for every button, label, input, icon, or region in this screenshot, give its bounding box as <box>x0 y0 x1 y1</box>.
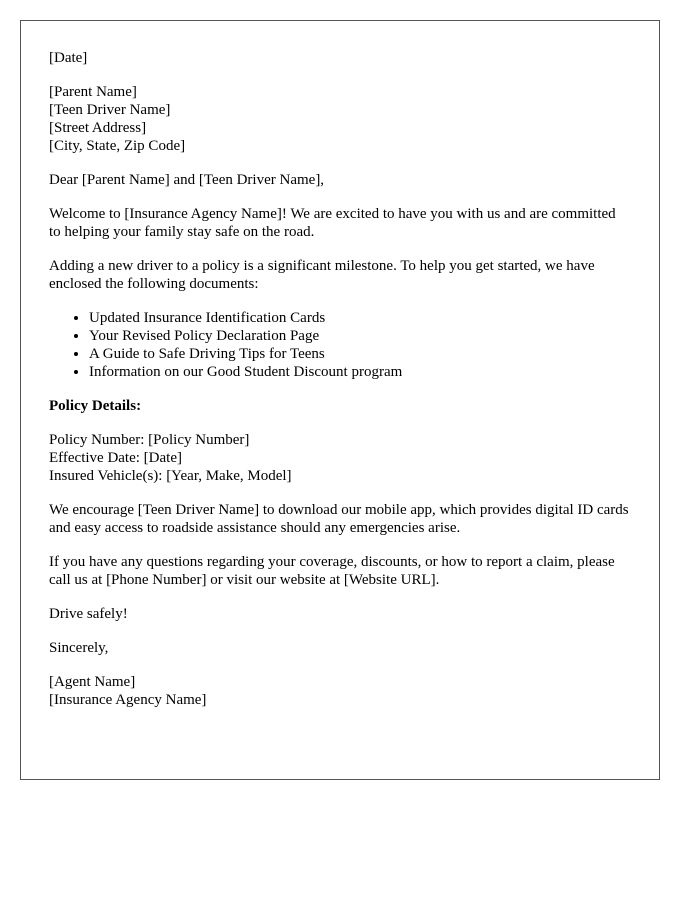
list-item: • Your Revised Policy Declaration Page <box>89 327 631 345</box>
paragraph-mobile-app: We encourage [Teen Driver Name] to download our mobile app, which provides digital ID cards and easy access to roadside assistance should any emergencies arise. <box>49 502 629 536</box>
paragraph-enclosed: Adding a new driver to a policy is a significant milestone. To help you get started, we have enclosed the following documents: <box>49 258 595 292</box>
closing: Sincerely, <box>49 640 109 656</box>
recipient-teen-driver-name: [Teen Driver Name] <box>49 102 171 118</box>
paragraph-questions: If you have any questions regarding your coverage, discounts, or how to report a claim, please call us at [Phone Number] or visit our website at [Website URL]. <box>49 554 615 588</box>
insured-vehicles: Insured Vehicle(s): [Year, Make, Model] <box>49 468 292 484</box>
letter-page <box>20 20 660 780</box>
policy-details <box>49 431 631 485</box>
signature-block <box>49 673 631 709</box>
agent-name: [Agent Name] <box>49 674 136 690</box>
salutation: Dear [Parent Name] and [Teen Driver Name], <box>49 172 325 188</box>
drive-safely: Drive safely! <box>49 606 128 622</box>
recipient-street-address: [Street Address] <box>49 120 147 136</box>
date-line: [Date] <box>49 50 88 66</box>
policy-details-heading: Policy Details: <box>49 398 142 414</box>
policy-number: Policy Number: [Policy Number] <box>49 432 250 448</box>
paragraph-welcome: Welcome to [Insurance Agency Name]! We are excited to have you with us and are committed to helping your family stay safe on the road. <box>49 206 616 240</box>
recipient-parent-name: [Parent Name] <box>49 84 137 100</box>
effective-date: Effective Date: [Date] <box>49 450 182 466</box>
recipient-city-state-zip: [City, State, Zip Code] <box>49 138 186 154</box>
list-item: • Information on our Good Student Discount program <box>89 363 631 381</box>
list-item: • A Guide to Safe Driving Tips for Teens <box>89 345 631 363</box>
documents-list <box>49 309 631 381</box>
recipient-address <box>49 83 631 155</box>
agency-name: [Insurance Agency Name] <box>49 692 207 708</box>
list-item: • Updated Insurance Identification Cards <box>89 309 631 327</box>
